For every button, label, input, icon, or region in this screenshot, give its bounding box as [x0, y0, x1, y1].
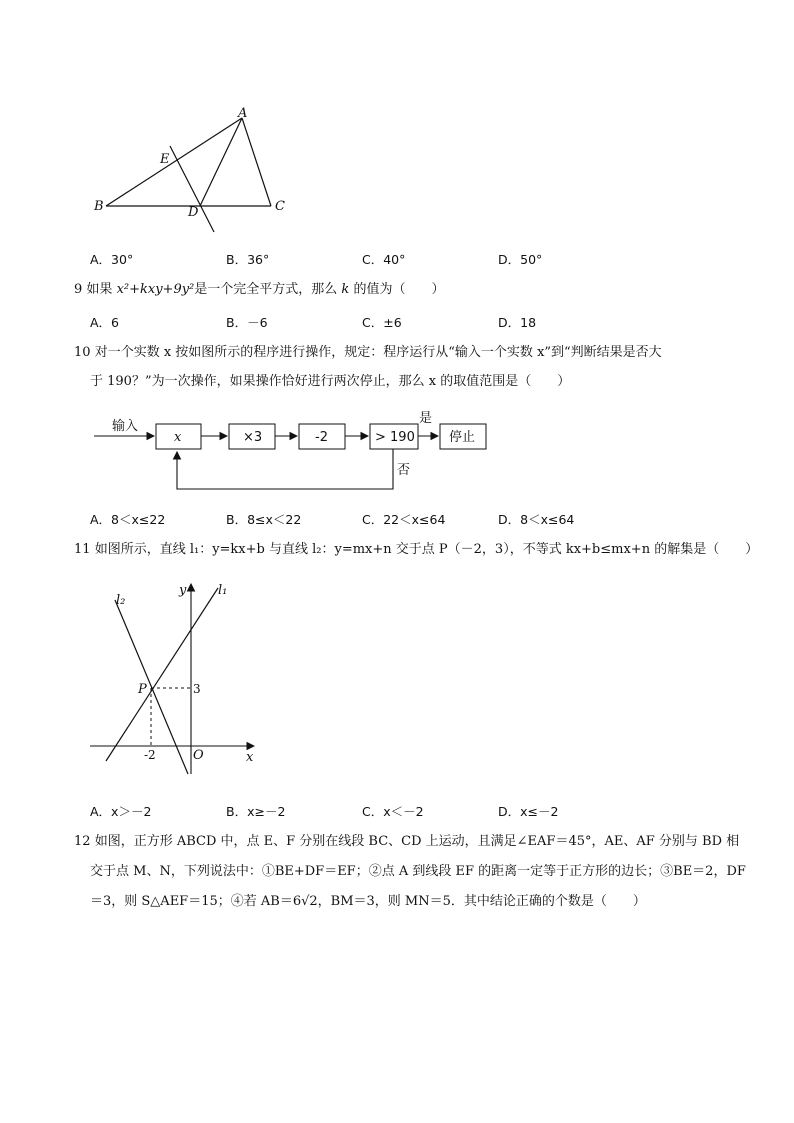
q11-text: 如图所示，直线 l₁：y=kx+b 与直线 l₂：y=mx+n 交于点 P（－2，3），不等式 kx+b≤mx+n 的解集是（ ）: [94, 542, 759, 557]
q9-number: 9: [74, 282, 83, 297]
q11-option-d[interactable]: D．x≤－2: [498, 804, 559, 819]
label-b: B: [94, 199, 104, 214]
q8-option-b[interactable]: B．36°: [226, 252, 270, 267]
point-p-label: P: [138, 682, 147, 697]
q12-number: 12: [74, 834, 91, 849]
line-l1-label: l₁: [218, 583, 228, 598]
q9-stem: [74, 281, 444, 299]
q10-stem-line1: [74, 344, 662, 362]
q9-mid: 是一个完全平方式，那么: [194, 282, 342, 297]
q10-option-a[interactable]: A．8＜x≤22: [90, 512, 166, 527]
q10-option-c[interactable]: C．22＜x≤64: [362, 512, 446, 527]
q9-option-b[interactable]: B．－6: [226, 315, 268, 330]
flow-box-stop-label: 停止: [449, 430, 476, 445]
label-e: E: [160, 152, 170, 167]
q9-option-d[interactable]: D．18: [498, 315, 537, 330]
q11-number: 11: [74, 542, 91, 557]
y-axis-label: y: [179, 583, 187, 598]
label-c: C: [275, 199, 285, 214]
q11-stem: [74, 541, 758, 559]
tick-x-neg2: -2: [144, 748, 156, 762]
q12-stem-line1: [74, 833, 739, 851]
q8-option-c[interactable]: C．40°: [362, 252, 406, 267]
flow-box-compare-label: > 190: [375, 430, 415, 445]
flow-box-times3-label: ×3: [243, 430, 263, 445]
q9-expression: x²+kxy+9y²: [116, 282, 195, 297]
q10-option-b[interactable]: B．8≤x＜22: [226, 512, 302, 527]
q11-option-c[interactable]: C．x＜－2: [362, 804, 424, 819]
x-axis-label: x: [246, 750, 254, 765]
q9-option-a[interactable]: A．6: [90, 315, 120, 330]
q9-var-k: k: [341, 282, 350, 297]
q11-graph: [88, 578, 268, 774]
q9-lead: 如果: [86, 282, 117, 297]
q12-text-line2: 交于点 M、N，下列说法中：①BE+DF＝EF；②点 A 到线段 EF 的距离一定等于正方形的边长；③BE＝2，DF: [90, 864, 746, 879]
line-l2-label: l₂: [116, 593, 126, 608]
q12-text-line1: 如图，正方形 ABCD 中，点 E、F 分别在线段 BC、CD 上运动，且满足∠EAF＝45°，AE、AF 分别与 BD 相: [94, 834, 740, 849]
q10-number: 10: [74, 345, 91, 360]
q9-tail: 的值为（ ）: [349, 282, 445, 297]
flow-loop-line: [177, 449, 393, 489]
q10-option-d[interactable]: D．8＜x≤64: [498, 512, 575, 527]
q10-text-line2: 于 190？”为一次操作，如果操作恰好进行两次停止，那么 x 的取值范围是（ ）: [90, 374, 571, 389]
q10-text-line1: 对一个实数 x 按如图所示的程序进行操作，规定：程序运行从“输入一个实数 x”到“判断结果是否大: [94, 345, 662, 360]
q11-option-b[interactable]: B．x≥－2: [226, 804, 286, 819]
line-l1: [106, 588, 218, 761]
flow-input-label: 输入: [112, 419, 139, 434]
q12-text-line3: ＝3，则 S△AEF＝15；④若 AB＝6√2，BM＝3，则 MN＝5．其中结论正确的个数是（ ）: [90, 894, 646, 909]
flow-no-label: 否: [397, 463, 411, 478]
q8-triangle-figure: [88, 104, 298, 234]
label-d: D: [188, 205, 199, 220]
q8-option-a[interactable]: A．30°: [90, 252, 134, 267]
label-a: A: [238, 106, 248, 121]
q11-option-a[interactable]: A．x＞－2: [90, 804, 152, 819]
flow-box-x-label: x: [174, 430, 182, 445]
q8-option-d[interactable]: D．50°: [498, 252, 543, 267]
q10-flowchart: [88, 412, 508, 494]
flow-yes-label: 是: [419, 411, 433, 426]
tick-y-3: 3: [193, 682, 201, 696]
flow-box-minus2-label: -2: [315, 430, 328, 445]
origin-label: O: [193, 748, 204, 763]
q9-option-c[interactable]: C．±6: [362, 315, 402, 330]
segment-ac: [242, 118, 271, 206]
